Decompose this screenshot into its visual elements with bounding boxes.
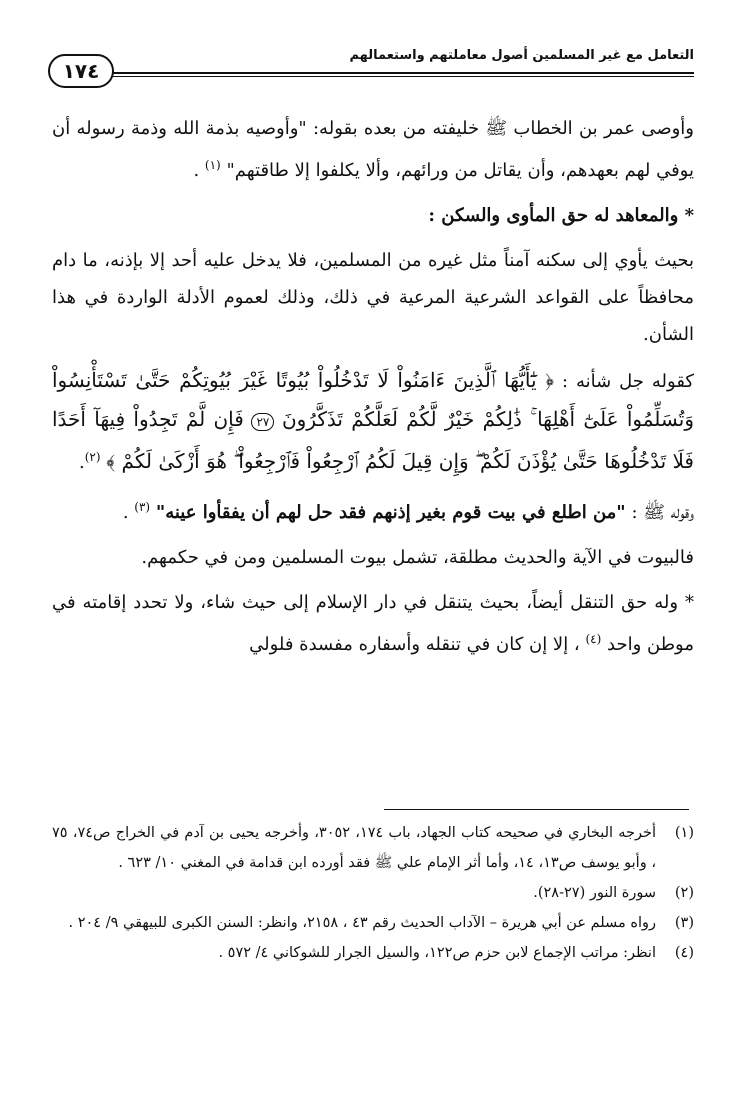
footnote-number: (٣) <box>674 915 694 931</box>
footnote-ref: (٢) <box>84 450 101 464</box>
footnote <box>52 818 694 878</box>
paragraph-umar-advice: وأوصى عمر بن الخطاب ﷺ خليفته من بعده بقوله: "وأوصيه بذمة الله وذمة رسوله أن يوفي لهم بعهدهم، وأن يقاتل من ورائهم، وألا يكلفوا إلا طاقتهم" $^{(١)}$ . <box>52 118 694 181</box>
quran-verse-2: فَإِن لَّمْ تَجِدُواْ فِيهَآ أَحَدًا فَلَا تَدْخُلُوهَا حَتَّىٰ يُؤْذَنَ لَكُمْ ۖ وَإِن قِيلَ لَكُمُ ٱرْجِعُواْ فَٱرْجِعُواْ ۖ هُوَ أَزْكَىٰ لَكُمْ ﴾ <box>52 407 694 473</box>
header-title: التعامل مع غير المسلمين أصول معاملتهم واستعمالهم <box>349 48 694 63</box>
footnote-number: (٤) <box>674 945 694 961</box>
ayah-number-marker: ٢٧ <box>251 413 274 431</box>
running-header <box>48 48 694 92</box>
footnote-text: أخرجه البخاري في صحيحه كتاب الجهاد، باب ١٧٤، ٣٠٥٢، وأخرجه يحيى بن آدم في الخراج ص٧٤، ٧٥ ، وأبو يوسف ص١٣، ١٤، وأما أثر الإمام علي ﷺ فقد أورده ابن قدامة في المغني ١٠/ ٦٢٣ . <box>52 825 657 871</box>
footnotes <box>52 818 694 968</box>
header-rule <box>112 72 694 74</box>
footnote <box>52 938 694 968</box>
footnote-separator <box>384 809 689 810</box>
footnote-number: (١) <box>674 825 694 841</box>
footnote-text: رواه مسلم عن أبي هريرة – الآداب الحديث رقم ٤٣ ، ٢١٥٨، وانظر: السنن الكبرى للبيهقي ٩/ ٢٠٤ . <box>68 915 656 931</box>
paragraph-movement: * وله حق التنقل أيضاً، بحيث يتنقل في دار الإسلام إلى حيث شاء، ولا تحدد إقامته في موطن واحد $^{(٤)}$ ، إلا إن كان في تنقله وأسفاره مفسدة فلولي <box>52 592 694 655</box>
footnote <box>52 908 694 938</box>
footnote-text: سورة النور (٢٧-٢٨). <box>533 885 656 901</box>
section-heading-shelter: * والمعاهد له حق المأوى والسكن : <box>428 205 694 226</box>
body-text <box>52 110 694 663</box>
hadith-text: "من اطلع في بيت قوم بغير إذنهم فقد حل لهم أن يفقأوا عينه" <box>155 502 626 523</box>
footnote-number: (٢) <box>674 885 694 901</box>
footnote-text: انظر: مراتب الإجماع لابن حزم ص١٢٢، والسيل الجرار للشوكاني ٤/ ٥٧٢ . <box>218 945 656 961</box>
quran-verse-1: ﴿ يَٰٓأَيُّهَا ٱلَّذِينَ ءَامَنُواْ لَا تَدْخُلُواْ بُيُوتًا غَيْرَ بُيُوتِكُمْ حَتَّىٰ تَسْتَأْنِسُواْ وَتُسَلِّمُواْ عَلَىٰٓ أَهْلِهَا ۚ ذَٰلِكُمْ خَيْرٌ لَّكُمْ لَعَلَّكُمْ تَذَكَّرُونَ <box>52 368 694 431</box>
paragraph-hadith: وقوله ﷺ : "من اطلع في بيت قوم بغير إذنهم فقد حل لهم أن يفقأوا عينه" $^{(٣)}$ . <box>122 500 694 523</box>
paragraph-houses: فالبيوت في الآية والحديث مطلقة، تشمل بيوت المسلمين ومن في حكمهم. <box>141 547 694 568</box>
paragraph-quran: كقوله جل شأنه : ﴿ يَٰٓأَيُّهَا ٱلَّذِينَ ءَامَنُواْ لَا تَدْخُلُواْ بُيُوتًا غَيْرَ بُيُوتِكُمْ حَتَّىٰ تَسْتَأْنِسُواْ وَتُسَلِّمُواْ عَلَىٰٓ أَهْلِهَا ۚ ذَٰلِكُمْ خَيْرٌ لَّكُمْ لَعَلَّكُمْ تَذَكَّرُونَ ٢٧ فَإِن لَّمْ تَجِدُواْ فِيهَآ أَحَدًا فَلَا تَدْخُلُوهَا حَتَّىٰ يُؤْذَنَ لَكُمْ ۖ وَإِن قِيلَ لَكُمُ ٱرْجِعُواْ فَٱرْجِعُواْ ۖ هُوَ أَزْكَىٰ لَكُمْ ﴾ $^{(٢)}$. <box>52 368 694 473</box>
paragraph-shelter: بحيث يأوي إلى سكنه آمناً مثل غيره من المسلمين، فلا يدخل عليه أحد إلا بإذنه، ما دام محافظاً على القواعد الشرعية المرعية في ذلك، وذلك لعموم الأدلة الواردة في هذا الشأن. <box>52 250 694 345</box>
page-number: ١٧٤ <box>48 54 114 88</box>
header-rule-thin <box>112 76 694 77</box>
footnote-ref: (١) <box>204 158 221 172</box>
footnote <box>52 878 694 908</box>
footnote-ref: (٤) <box>585 632 602 646</box>
footnote-ref: (٣) <box>134 500 151 514</box>
